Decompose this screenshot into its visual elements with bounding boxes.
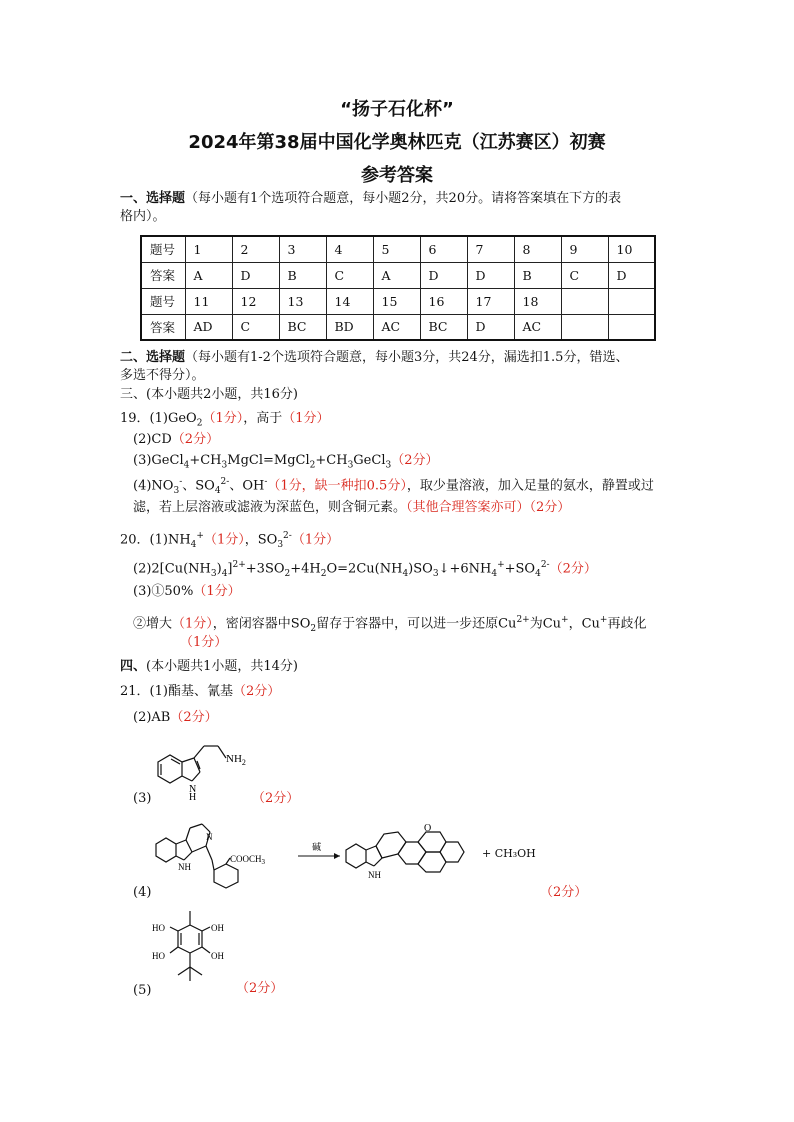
n-label-2: N (206, 832, 213, 842)
answer-table (140, 235, 656, 341)
table-cell: D (608, 262, 655, 288)
page-subtitle: 参考答案 (361, 165, 433, 186)
section2-line2: 多选不得分）。 (120, 368, 205, 383)
table-row (141, 288, 655, 314)
cup-title: “扬子石化杯” (340, 99, 454, 120)
table-cell: 2 (232, 236, 279, 262)
table-cell: 10 (608, 236, 655, 262)
table-cell: D (420, 262, 467, 288)
q19-line5: 滤，若上层溶液或滤液为深蓝色，则含铜元素。（其他合理答案亦可）（2分） (133, 500, 571, 515)
q19-line4: $(4)NO_3^-$、$SO_4^{2-}$、OH-（1分，缺一种扣0.5分），取少量溶液，加入足量的氨水，静置或过 (133, 477, 654, 496)
phenol-structure (148, 905, 238, 993)
table-cell: 11 (185, 288, 232, 314)
q20-line4: ②增大（1分），密闭容器中$SO_2$留存于容器中，可以进一步还原$Cu^{2+}$为Cu+，Cu+再歧化 (133, 615, 647, 634)
table-cell: C (561, 262, 608, 288)
tryptamine-structure (150, 732, 260, 800)
oh-label-1: OH (211, 923, 224, 933)
byproduct-label: + CH₃OH (482, 847, 536, 860)
table-cell (608, 314, 655, 340)
q19-line3: $(3)GeCl_4+CH_3MgCl=MgCl_2+CH_3GeCl_3(2$分） (133, 453, 439, 471)
q21-5-score: （2分） (236, 981, 284, 996)
table-row-header: 题号 (141, 288, 185, 314)
table-cell: AC (373, 314, 420, 340)
table-cell: 18 (514, 288, 561, 314)
table-cell: 14 (326, 288, 373, 314)
q19-line1: 19．(1)GeO$_2$（1分），高于（1分） (120, 411, 330, 429)
ester-label: $COOCH_3$ (230, 854, 266, 866)
table-cell: 7 (467, 236, 514, 262)
table-cell: A (373, 262, 420, 288)
section1-line1: 一、选择题（每小题有1个选项符合题意，每小题2分，共20分。请将答案填在下方的表 (120, 191, 622, 206)
table-cell: D (467, 262, 514, 288)
table-cell: D (232, 262, 279, 288)
table-row-header: 题号 (141, 236, 185, 262)
table-cell (561, 288, 608, 314)
table-cell: 6 (420, 236, 467, 262)
oh-label-2: OH (211, 951, 224, 961)
product-structure (342, 822, 492, 888)
table-cell: B (514, 262, 561, 288)
table-cell: C (326, 262, 373, 288)
q20-line5: （1分） (180, 635, 228, 650)
reaction-arrow (298, 842, 344, 864)
table-cell: 1 (185, 236, 232, 262)
table-cell: 16 (420, 288, 467, 314)
q21-4-score: （2分） (540, 885, 588, 900)
table-cell: 9 (561, 236, 608, 262)
table-cell: C (232, 314, 279, 340)
q19-line2: (2)CD（2分） (133, 432, 220, 447)
arrow-label: 碱 (312, 842, 322, 852)
q21-3-score: （2分） (252, 791, 300, 806)
table-cell: 12 (232, 288, 279, 314)
table-row (141, 236, 655, 262)
q21-line1: 21．(1)酯基、氰基（2分） (120, 684, 281, 699)
table-cell: BC (279, 314, 326, 340)
q20-line2: $(2)2[Cu(NH_3)_4]^{2+}+3SO_2+4H_2O=2Cu(NH_4)SO_3↓+6NH_4^++SO_4^{2-}(2$分） (133, 560, 597, 579)
table-row (141, 314, 655, 340)
hn-label-2: NH (368, 870, 381, 880)
q21-3-label: (3) (133, 791, 152, 806)
table-cell: BC (420, 314, 467, 340)
table-cell (561, 314, 608, 340)
table-cell: B (279, 262, 326, 288)
table-cell: AC (514, 314, 561, 340)
reactant-structure (150, 818, 300, 898)
table-cell: 13 (279, 288, 326, 314)
ho-label-2: HO (152, 951, 165, 961)
table-cell: D (467, 314, 514, 340)
table-cell: AD (185, 314, 232, 340)
table-row-header: 答案 (141, 262, 185, 288)
section2-line1: 二、选择题（每小题有1-2个选项符合题意，每小题3分，共24分，漏选扣1.5分，错选、 (120, 350, 629, 365)
table-cell: BD (326, 314, 373, 340)
table-cell: 15 (373, 288, 420, 314)
n-label: N (189, 784, 197, 795)
table-row-header: 答案 (141, 314, 185, 340)
table-row (141, 262, 655, 288)
o-label: O (424, 823, 432, 834)
section3-heading: 三、(本小题共2小题，共16分) (120, 387, 298, 402)
table-cell: 5 (373, 236, 420, 262)
section4-heading: 四、(本小题共1小题，共14分) (120, 659, 298, 674)
table-cell: 3 (279, 236, 326, 262)
table-cell: 4 (326, 236, 373, 262)
q20-line3: (3)①50%（1分） (133, 584, 241, 599)
table-cell: 17 (467, 288, 514, 314)
page-title: 2024年第38届中国化学奥林匹克（江苏赛区）初赛 (188, 132, 606, 153)
table-cell: A (185, 262, 232, 288)
nh2-label: $NH_2$ (226, 753, 246, 767)
table-cell (608, 288, 655, 314)
section1-line2: 格内）。 (120, 209, 166, 224)
hn-label: NH (178, 862, 191, 872)
q20-line1: 20．$(1)NH_4^+(1$分），$SO_3^{2-}(1$分） (120, 531, 340, 550)
h-label: H (189, 792, 197, 800)
ho-label-1: HO (152, 923, 165, 933)
q21-line2: (2)AB（2分） (133, 710, 218, 725)
q21-5-label: (5) (133, 983, 152, 998)
table-cell: 8 (514, 236, 561, 262)
q21-4-label: (4) (133, 885, 152, 900)
